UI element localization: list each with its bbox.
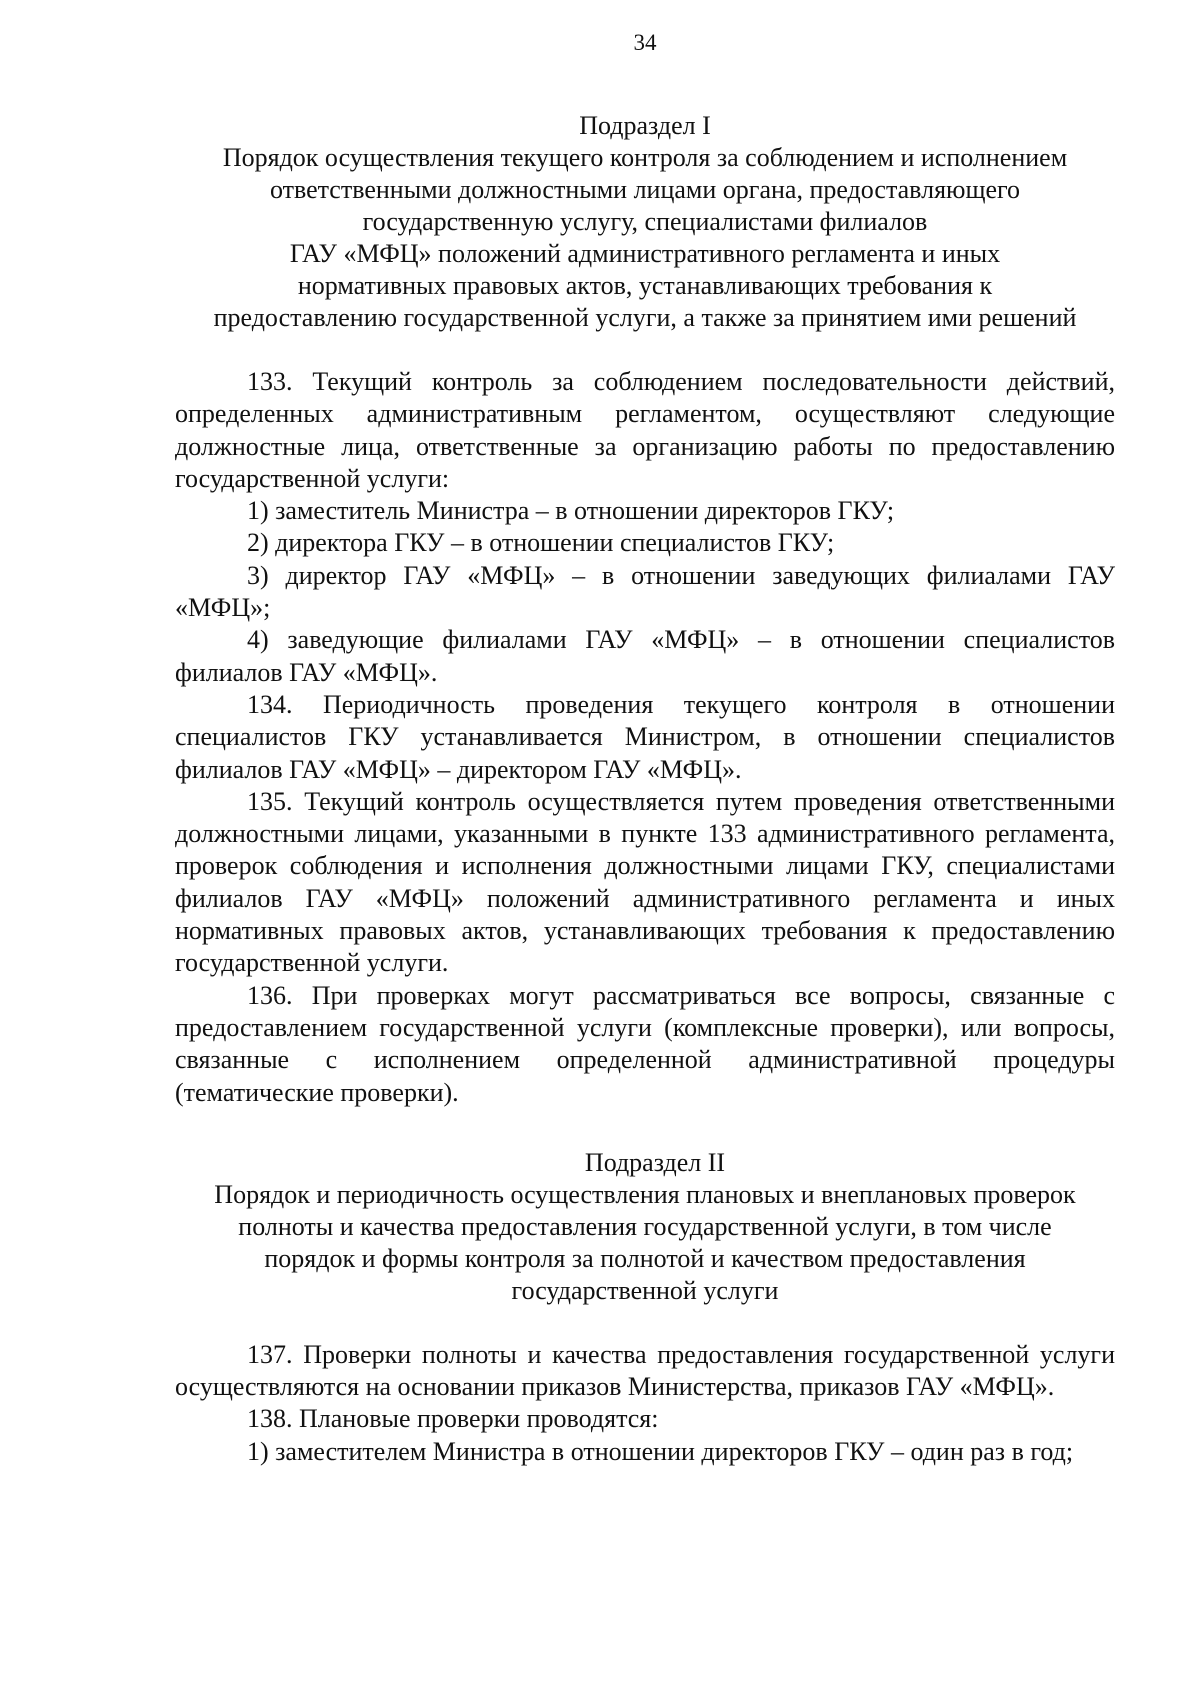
- section-1-heading-line: нормативных правовых актов, устанавливающих требования к: [297, 271, 993, 300]
- section-2-heading: [175, 1147, 1115, 1307]
- paragraph-133-item-2: 2) директора ГКУ – в отношении специалистов ГКУ;: [247, 528, 835, 558]
- paragraph-138: 138. Плановые проверки проводятся:: [247, 1404, 659, 1434]
- paragraph-136: 136. При проверках могут рассматриваться все вопросы, связанные с предоставлением государственной услуги (комплексные проверки), или вопросы, связанные с исполнением определенной административной процедуры (тематические проверки).: [175, 980, 1115, 1107]
- section-2-heading-line: государственной услуги: [511, 1275, 779, 1305]
- section-1-heading-line: Порядок осуществления текущего контроля за соблюдением и исполнением: [222, 143, 1068, 172]
- paragraph-133: 133. Текущий контроль за соблюдением последовательности действий, определенных административным регламентом, осуществляют следующие должностные лица, ответственные за организацию работы по предоставлению государственной услуги:: [175, 367, 1115, 493]
- document-body: [175, 110, 1115, 1468]
- section-1-heading-line: ГАУ «МФЦ» положений административного регламента и иных: [289, 239, 1001, 268]
- section-2-title: Подраздел II: [584, 1147, 726, 1177]
- section-1-heading-line: ответственными должностными лицами органа, предоставляющего: [269, 175, 1021, 204]
- section-2-heading-line: Порядок и периодичность осуществления плановых и внеплановых проверок: [214, 1179, 1076, 1209]
- section-1-heading: [175, 110, 1115, 334]
- paragraph-138-item-1: 1) заместителем Министра в отношении директоров ГКУ – один раз в год;: [247, 1436, 1074, 1466]
- section-1-title: Подраздел I: [579, 111, 711, 140]
- section-2-heading-line: порядок и формы контроля за полнотой и качеством предоставления: [264, 1243, 1026, 1273]
- paragraph-133-item-1: 1) заместитель Министра – в отношении директоров ГКУ;: [247, 496, 895, 526]
- paragraph-137: 137. Проверки полноты и качества предоставления государственной услуги осуществляются на основании приказов Министерства, приказов ГАУ «МФЦ».: [175, 1339, 1115, 1402]
- paragraph-133-item-4: 4) заведующие филиалами ГАУ «МФЦ» – в отношении специалистов филиалов ГАУ «МФЦ».: [175, 625, 1115, 687]
- paragraph-134: 134. Периодичность проведения текущего контроля в отношении специалистов ГКУ устанавливается Министром, в отношении специалистов филиалов ГАУ «МФЦ» – директором ГАУ «МФЦ».: [175, 689, 1115, 784]
- section-1-heading-line: государственную услугу, специалистами филиалов: [362, 207, 928, 236]
- paragraph-133-item-3: 3) директор ГАУ «МФЦ» – в отношении заведующих филиалами ГАУ «МФЦ»;: [175, 560, 1115, 623]
- section-1-heading-line: предоставлению государственной услуги, а также за принятием ими решений: [213, 303, 1077, 332]
- section-2-heading-line: полноты и качества предоставления государственной услуги, в том числе: [238, 1211, 1052, 1241]
- page-number: 34: [633, 30, 657, 55]
- paragraph-135: 135. Текущий контроль осуществляется путем проведения ответственными должностными лицами, указанными в пункте 133 административного регламента, проверок соблюдения и исполнения должностными лицами ГКУ, специалистами филиалов ГАУ «МФЦ» положений административного регламента и иных нормативных правовых актов, устанавливающих требования к предоставлению государственной услуги.: [175, 786, 1115, 978]
